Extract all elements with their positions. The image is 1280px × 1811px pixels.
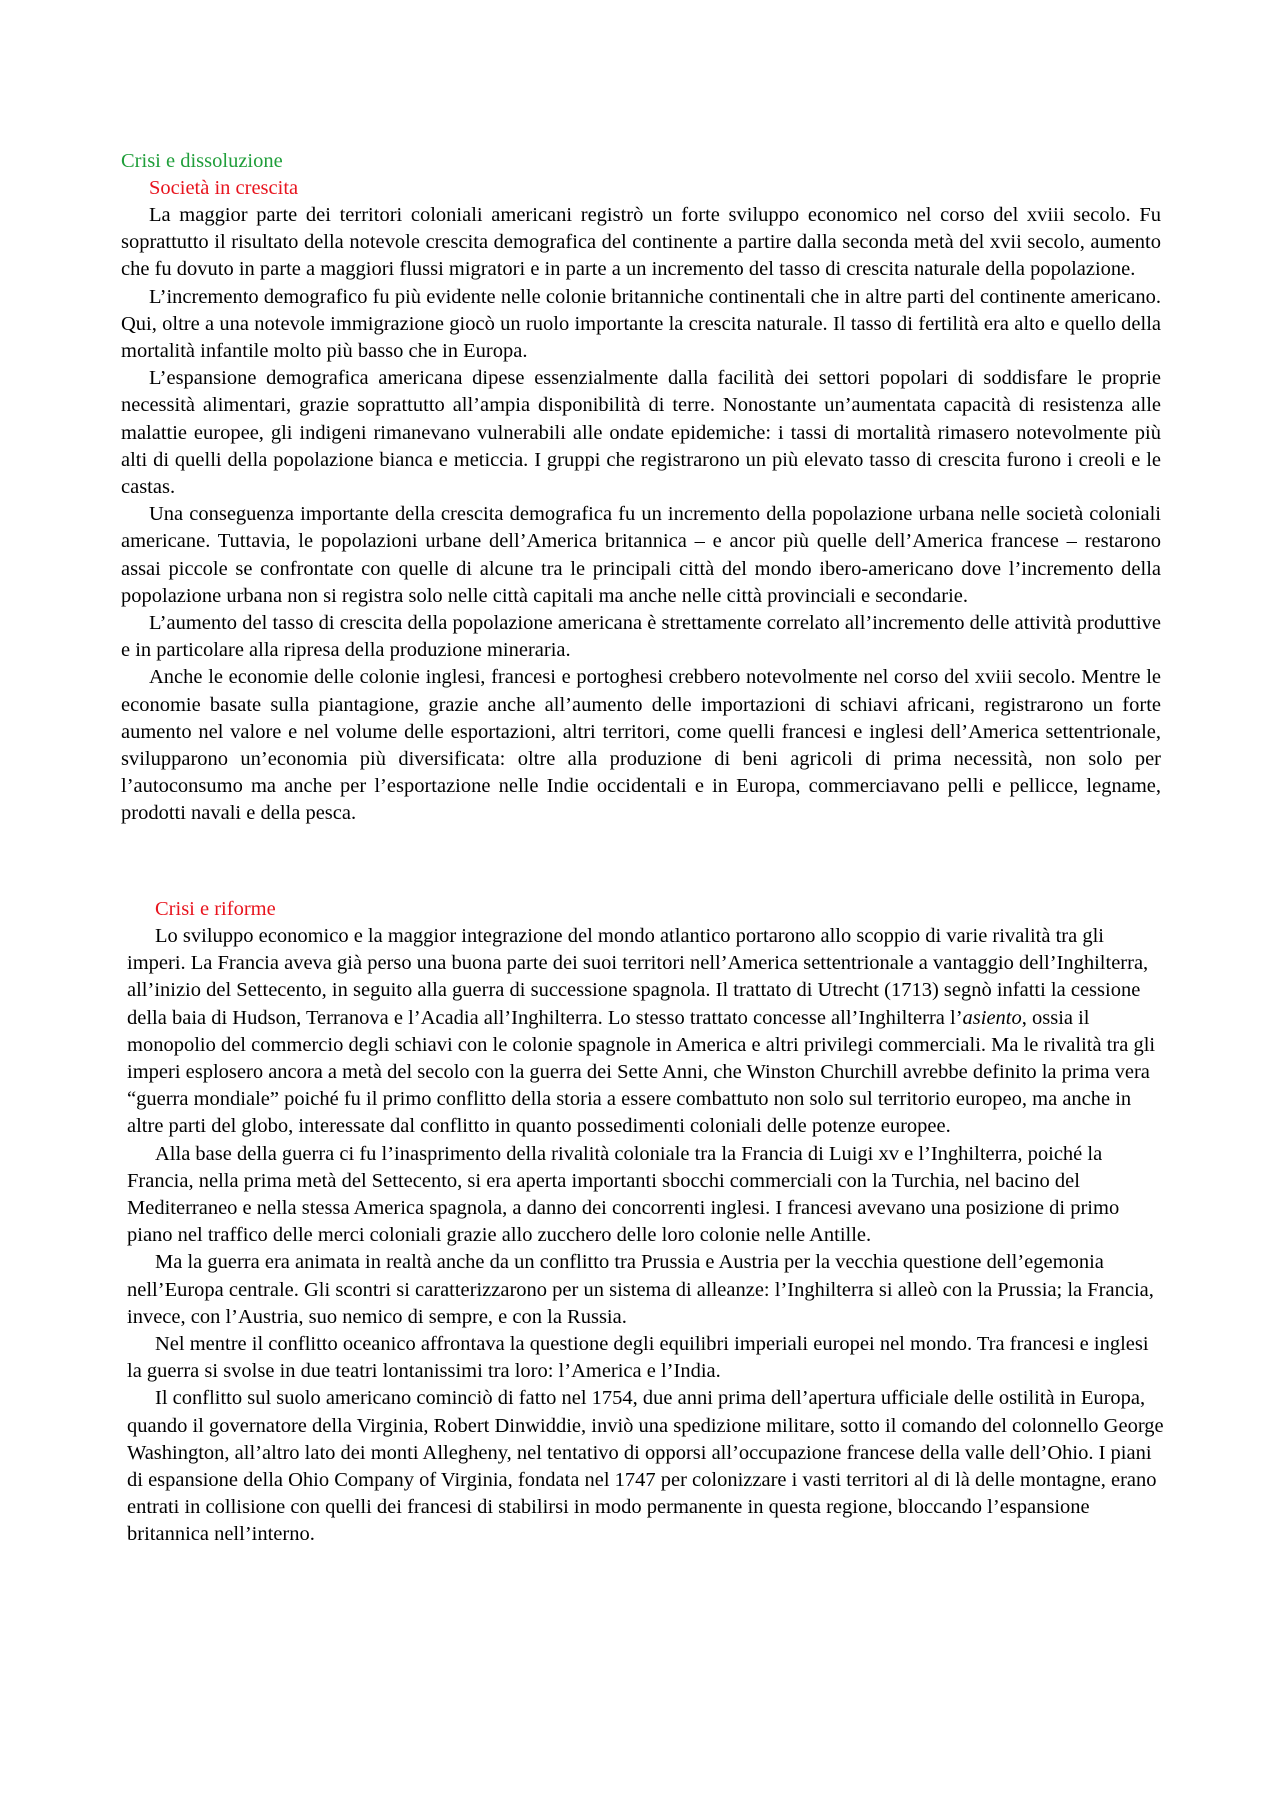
paragraph: Il conflitto sul suolo americano cominciò di fatto nel 1754, due anni prima dell’apertura ufficiale delle ostilità in Europa, quando il governatore della Virginia, Robert Dinwiddie, inviò una spedizione militare, sotto il comando del colonnello George Washington, all’altro lato dei monti Allegheny, nel tentativo di opporsi all’occupazione francese della valle dell’Ohio. I piani di espansione della Ohio Company of Virginia, fondata nel 1747 per colonizzare i vasti territori al di là delle montagne, erano entrati in collisione con quelli dei francesi di stabilirsi in modo permanente in questa regione, bloccando l’espansione britannica nell’interno. <box>127 1387 1164 1546</box>
paragraph-text: , ossia il monopolio del commercio degli schiavi con le colonie spagnole in America e altri privilegi commerciali. Ma le rivalità tra gli imperi esplosero ancora a metà del secolo con la guerra dei Sette Anni, che Winston Churchill avrebbe definito la prima vera “guerra mondiale” poiché fu il primo conflitto della storia a essere combattuto non solo sul territorio europeo, ma anche in altre parti del globo, interessate dal conflitto in quanto possedimenti coloniali delle potenze europee. <box>127 1006 1156 1138</box>
paragraph: L’aumento del tasso di crescita della popolazione americana è strettamente correlato all’incremento delle attività produttive e in particolare alla ripresa della produzione mineraria. <box>121 612 1161 662</box>
section-crisi-e-dissoluzione <box>121 148 1161 828</box>
chapter-heading: Crisi e dissoluzione <box>121 150 283 172</box>
italic-term: asiento <box>962 1006 1022 1029</box>
paragraph: Nel mentre il conflitto oceanico affrontava la questione degli equilibri imperiali europei nel mondo. Tra francesi e inglesi la guerra si svolse in due teatri lontanissimi tra loro: l’America e l’India. <box>127 1333 1149 1383</box>
paragraph: L’incremento demografico fu più evidente nelle colonie britanniche continentali che in altre parti del continente americano. Qui, oltre a una notevole immigrazione giocò un ruolo importante la crescita naturale. Il tasso di fertilità era alto e quello della mortalità infantile molto più basso che in Europa. <box>121 285 1161 363</box>
paragraph <box>127 923 1167 1141</box>
paragraph: L’espansione demografica americana dipese essenzialmente dalla facilità dei settori popolari di soddisfare le proprie necessità alimentari, grazie soprattutto all’ampia disponibilità di terre. Nonostante un’aumentata capacità di resistenza alle malattie europee, gli indigeni rimanevano vulnerabili alle ondate epidemiche: i tassi di mortalità rimasero notevolmente più alti di quelli della popolazione bianca e meticcia. I gruppi che registrarono un più elevato tasso di crescita furono i creoli e le castas. <box>121 367 1161 499</box>
paragraph: Anche le economie delle colonie inglesi, francesi e portoghesi crebbero notevolmente nel corso del xviii secolo. Mentre le economie basate sulla piantagione, grazie anche all’aumento delle importazioni di schiavi africani, registrarono un forte aumento nel valore e nel volume delle esportazioni, altri territori, come quelli francesi e inglesi dell’America settentrionale, svilupparono un’economia più diversificata: oltre alla produzione di beni agricoli di prima necessità, non solo per l’autoconsumo ma anche per l’esportazione nelle Indie occidentali e in Europa, commerciavano pelli e pellicce, legname, prodotti navali e della pesca. <box>121 666 1161 825</box>
paragraph: Una conseguenza importante della crescita demografica fu un incremento della popolazione urbana nelle società coloniali americane. Tuttavia, le popolazioni urbane dell’America britannica – e ancor più quelle dell’America francese – restarono assai piccole se confrontate con quelle di alcune tra le principali città del mondo ibero-americano dove l’incremento della popolazione urbana non si registra solo nelle città capitali ma anche nelle città provinciali e secondarie. <box>121 503 1161 607</box>
paragraph: Ma la guerra era animata in realtà anche da un conflitto tra Prussia e Austria per la vecchia questione dell’egemonia nell’Europa centrale. Gli scontri si caratterizzarono per un sistema di alleanze: l’Inghilterra si alleò con la Prussia; la Francia, invece, con l’Austria, suo nemico di sempre, e con la Russia. <box>127 1251 1154 1328</box>
paragraph-text: Lo sviluppo economico e la maggior integrazione del mondo atlantico portarono allo scoppio di varie rivalità tra gli imperi. La Francia aveva già perso una buona parte dei suoi territori nell’America settentrionale a vantaggio dell’Inghilterra, all’inizio del Settecento, in seguito alla guerra di successione spagnola. Il trattato di Utrecht (1713) segnò infatti la cessione della baia di Hudson, Terranova e l’Acadia all’Inghilterra. Lo stesso trattato concesse all’Inghilterra l’ <box>127 925 1149 1029</box>
paragraph: Alla base della guerra ci fu l’inasprimento della rivalità coloniale tra la Francia di Luigi xv e l’Inghilterra, poiché la Francia, nella prima metà del Settecento, si era aperta importanti sbocchi commerciali con la Turchia, nel bacino del Mediterraneo e nella stessa America spagnola, a danno dei concorrenti inglesi. I francesi avevano una posizione di primo piano nel traffico delle merci coloniali grazie allo zucchero delle loro colonie nelle Antille. <box>127 1142 1120 1247</box>
section-crisi-e-riforme <box>127 896 1167 1549</box>
section-heading-riforme: Crisi e riforme <box>155 898 276 920</box>
section-heading-societa: Società in crescita <box>149 177 299 199</box>
paragraph: La maggior parte dei territori coloniali americani registrò un forte sviluppo economico nel corso del xviii secolo. Fu soprattutto il risultato della notevole crescita demografica del continente a partire dalla seconda metà del xvii secolo, aumento che fu dovuto in parte a maggiori flussi migratori e in parte a un incremento del tasso di crescita naturale della popolazione. <box>121 204 1161 281</box>
